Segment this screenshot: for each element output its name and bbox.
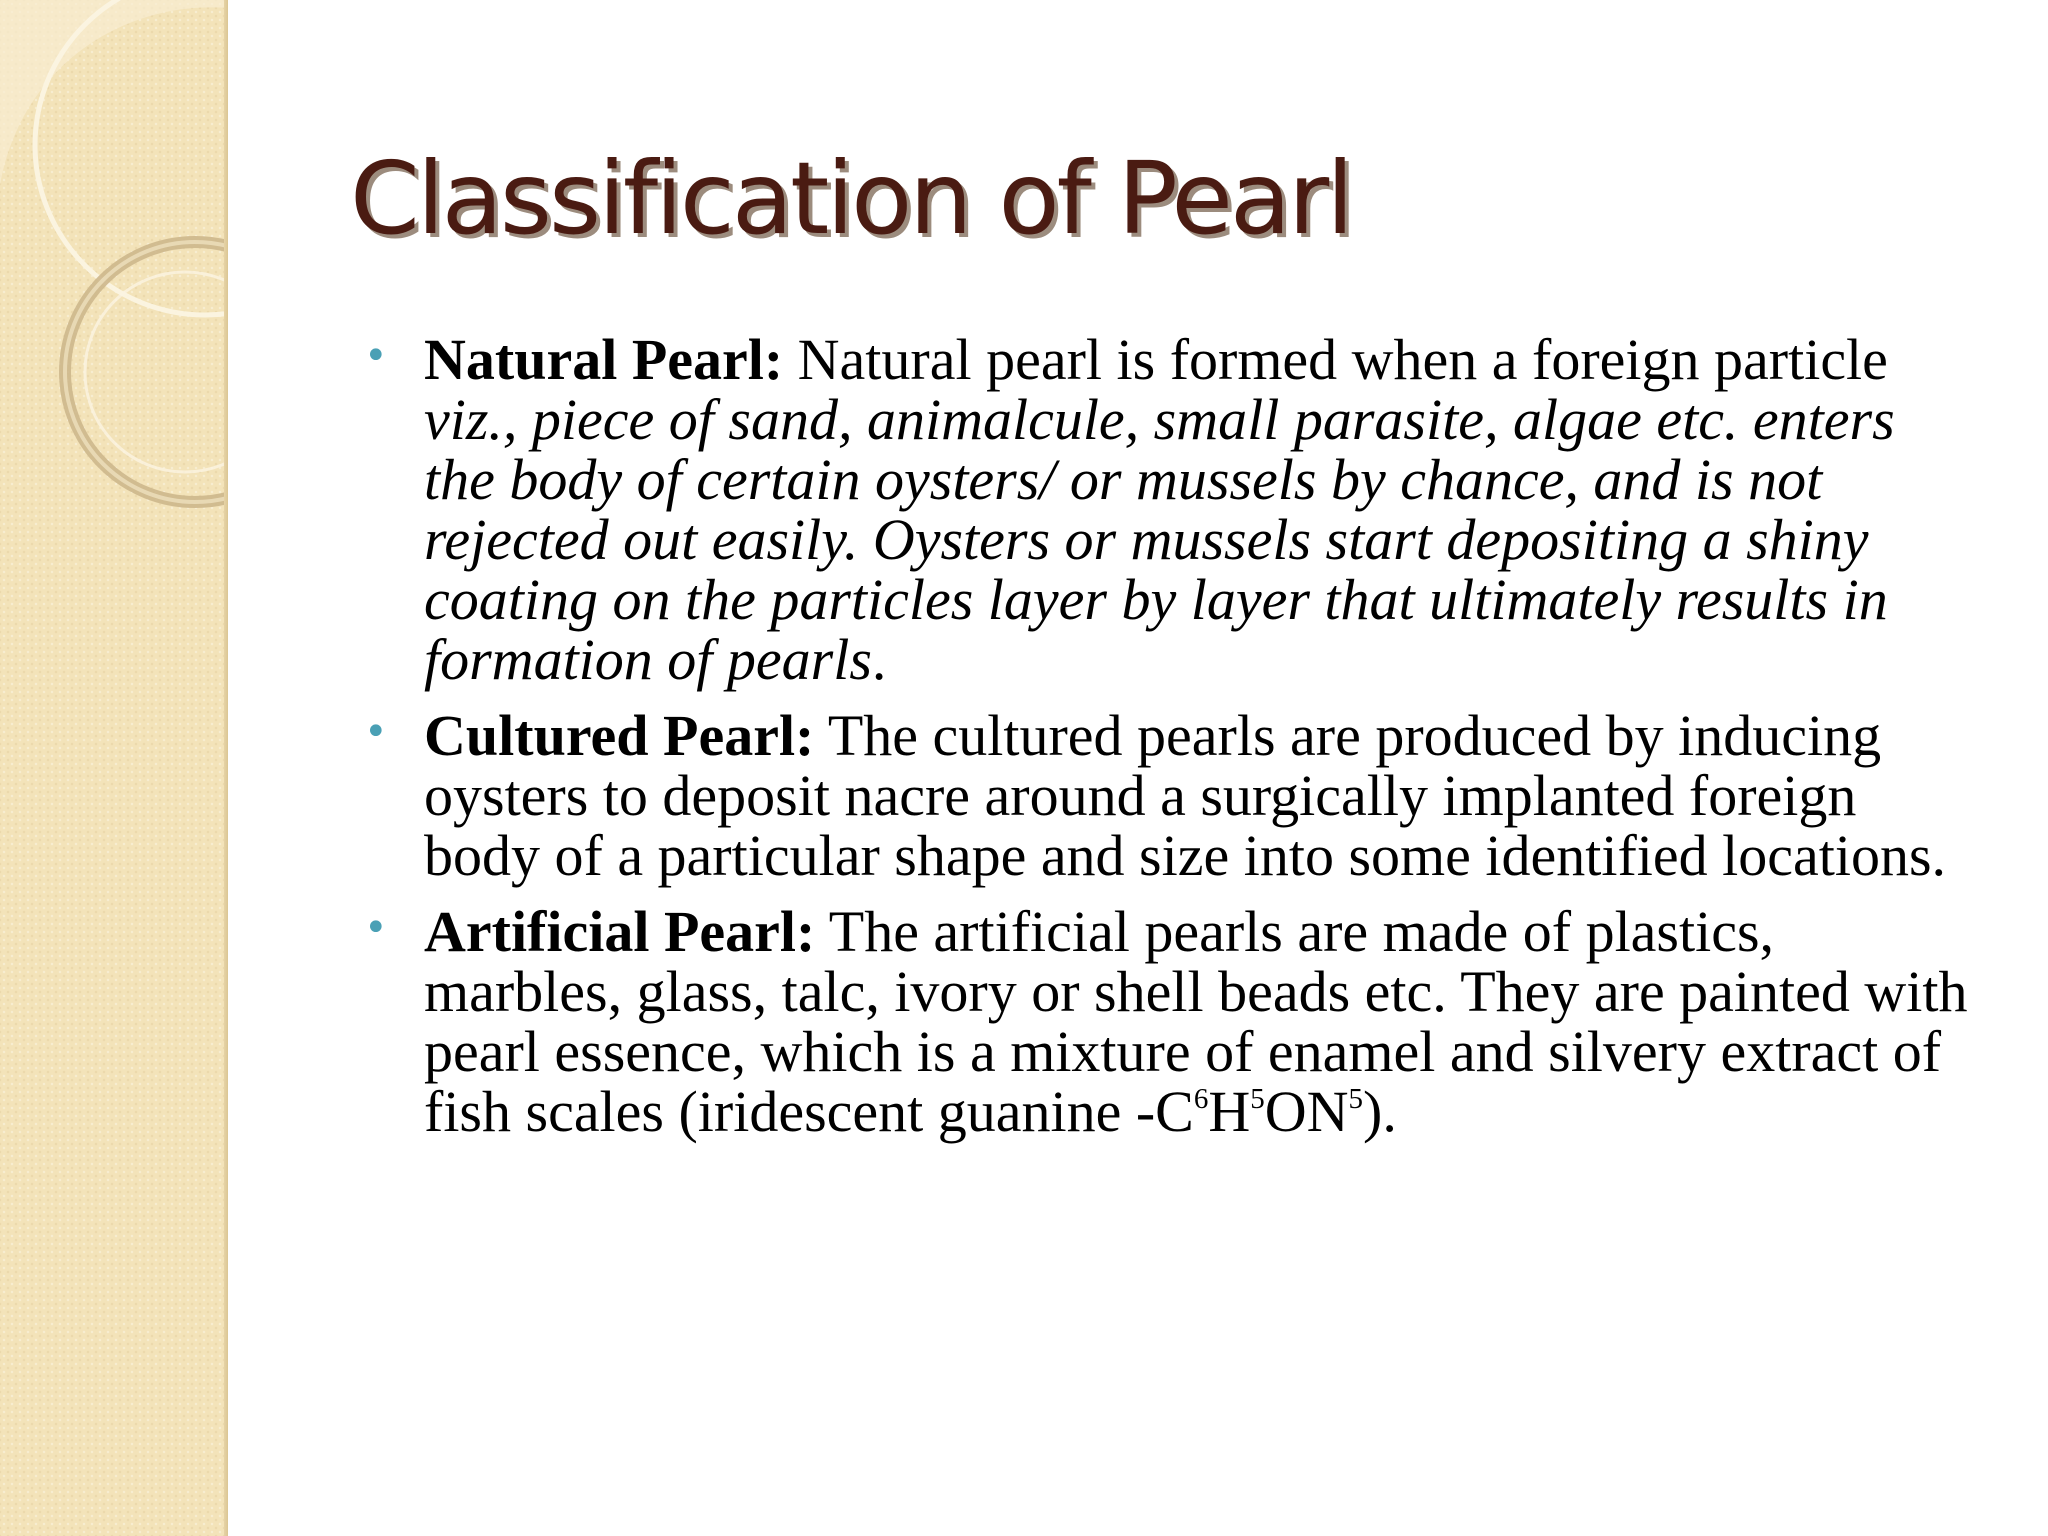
bullet-artificial-pearl bbox=[354, 899, 1974, 1144]
formula-subscript: 6 bbox=[1193, 1082, 1209, 1115]
bullet-term: Natural Pearl: bbox=[424, 327, 784, 392]
bullet-text: The cultured pearls are produced by inducing oysters to deposit nacre around a surgically implanted foreign body of a particular shape and size into some identified locations. bbox=[424, 703, 1947, 888]
formula-subscript: 5 bbox=[1250, 1082, 1265, 1115]
bullet-dot-icon: • bbox=[364, 905, 388, 951]
bullet-cultured-pearl bbox=[354, 703, 1974, 888]
sidebar-edge bbox=[224, 0, 228, 1536]
bullet-term: Artificial Pearl: bbox=[424, 899, 816, 964]
circle-ornament-icon bbox=[0, 0, 228, 1536]
bullet-term: Cultured Pearl: bbox=[424, 703, 815, 768]
decorative-sidebar bbox=[0, 0, 228, 1536]
bullet-italic-text: viz., piece of sand, animalcule, small parasite, algae etc. enters the body of certain oysters/ or mussels by chance, and is not rejected out easily. Oysters or mussels start depositing a shiny coating on the particles layer by layer that ultimately results in formation of pearls bbox=[424, 387, 1895, 692]
bullet-text-end: . bbox=[871, 627, 887, 692]
bullet-text: The artificial pearls are made of plastics, marbles, glass, talc, ivory or shell beads etc. They are painted with pearl essence, which is a mixture of enamel and silvery extract of fish scales (iridescent guanine -C bbox=[424, 899, 1968, 1144]
slide-title: Classification of Pearl bbox=[350, 140, 1352, 257]
bullet-natural-pearl bbox=[354, 327, 1974, 692]
formula-tail: ). bbox=[1363, 1079, 1397, 1144]
formula-part: H bbox=[1208, 1079, 1251, 1144]
bullet-dot-icon: • bbox=[364, 333, 388, 379]
formula-part: ON bbox=[1264, 1079, 1349, 1144]
bullet-list bbox=[354, 327, 1974, 1158]
bullet-dot-icon: • bbox=[364, 709, 388, 755]
bullet-text: Natural pearl is formed when a foreign particle bbox=[783, 327, 1888, 392]
formula-subscript: 5 bbox=[1348, 1082, 1364, 1115]
